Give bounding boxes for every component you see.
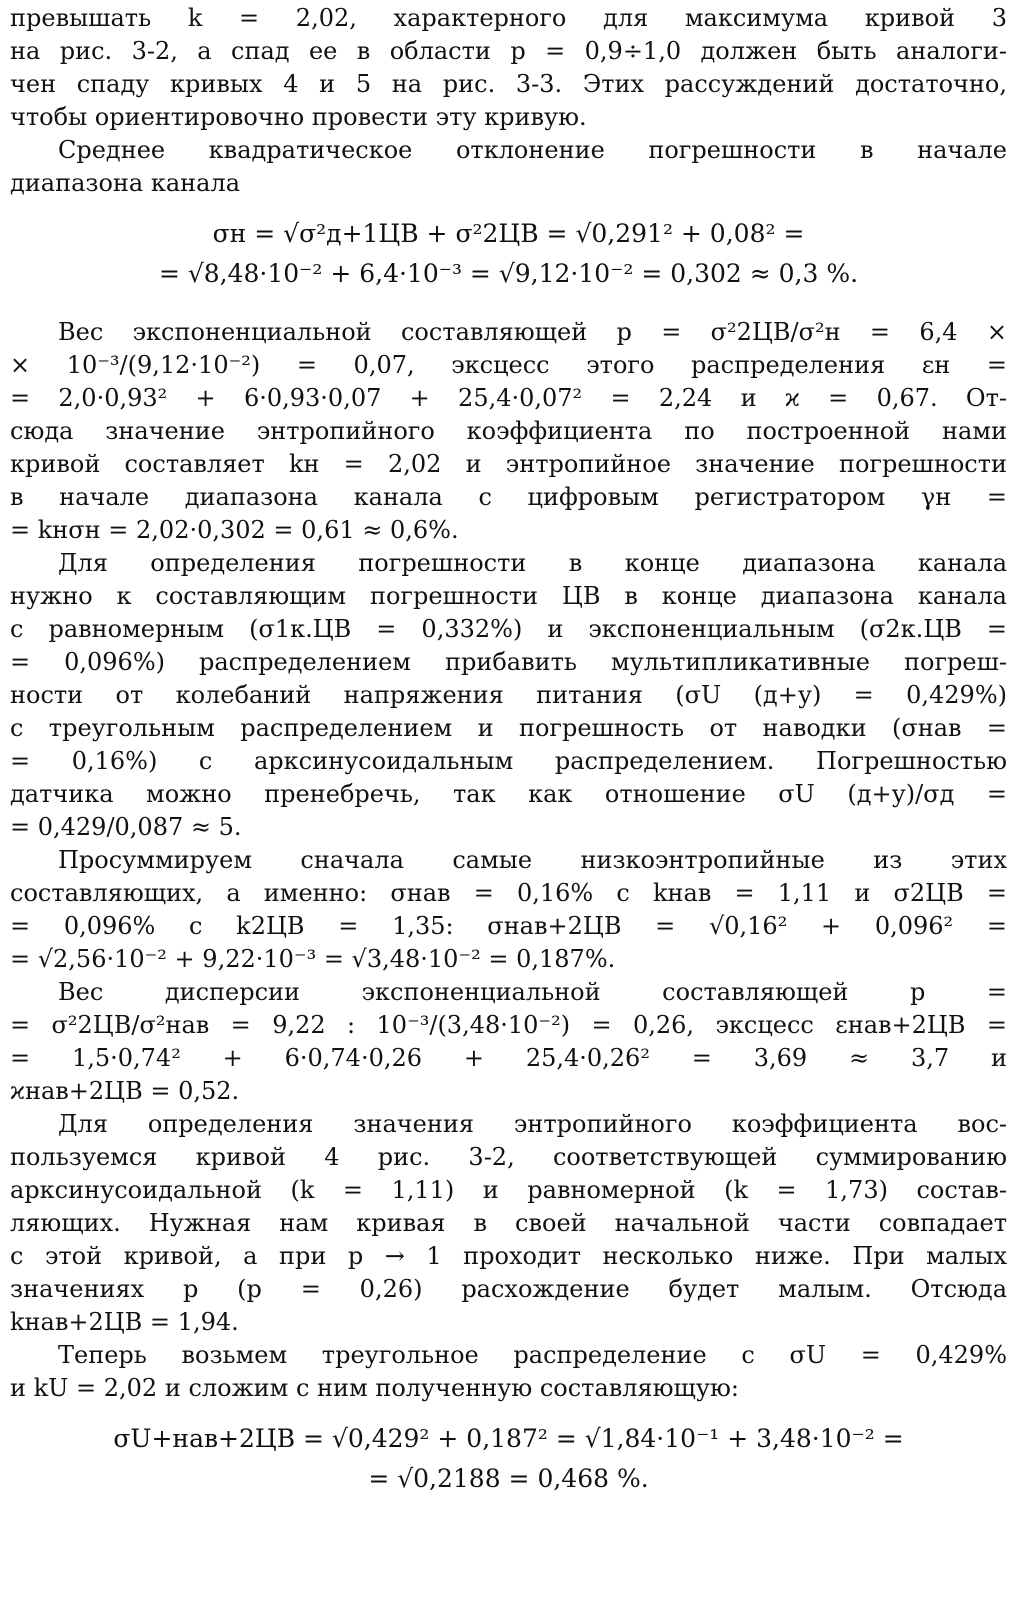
text-line: × 10⁻³/(9,12·10⁻²) = 0,07, эксцесс этого распределения εн = [10,351,1007,379]
text-line: ности от колебаний напряжения питания (σU (д+у) = 0,429%) [10,681,1007,709]
text-line: = √2,56·10⁻² + 9,22·10⁻³ = √3,48·10⁻² = 0,187%. [10,945,616,973]
text-line: с треугольным распределением и погрешность от наводки (σнав = [10,714,1007,742]
text-line: с этой кривой, а при p → 1 проходит несколько ниже. При малых [10,1242,1007,1270]
text-line: Вес дисперсии экспоненциальной составляющей p = [58,978,1007,1006]
text-line: и kU = 2,02 и сложим с ним полученную составляющую: [10,1374,739,1402]
text-line: ляющих. Нужная нам кривая в своей начальной части совпадает [10,1209,1007,1237]
text-line: = kнσн = 2,02·0,302 = 0,61 ≈ 0,6%. [10,516,459,544]
text-line: в начале диапазона канала с цифровым регистратором γн = [10,483,1007,511]
text-line: сюда значение энтропийного коэффициента по построенной нами [10,417,1007,445]
text-line: пользуемся кривой 4 рис. 3-2, соответствующей суммированию [10,1143,1007,1171]
text-line: kнав+2ЦВ = 1,94. [10,1308,239,1336]
formula-sigma-u-result: = √0,2188 = 0,468 %. [368,1464,649,1493]
text-line: диапазона канала [10,169,241,197]
text-line: Теперь возьмем треугольное распределение с σU = 0,429% [58,1341,1007,1369]
text-line: Среднее квадратическое отклонение погрешности в начале [58,136,1007,164]
text-line: чтобы ориентировочно провести эту кривую. [10,103,587,131]
text-line: = 0,429/0,087 ≈ 5. [10,813,242,841]
text-line: = 2,0·0,93² + 6·0,93·0,07 + 25,4·0,07² = 2,24 и ϰ = 0,67. От- [10,384,1007,412]
text-line: на рис. 3-2, а спад ее в области p = 0,9÷1,0 должен быть аналоги- [10,37,1007,65]
text-line: = 1,5·0,74² + 6·0,74·0,26 + 25,4·0,26² = 3,69 ≈ 3,7 и [10,1044,1007,1072]
text-line: чен спаду кривых 4 и 5 на рис. 3-3. Этих рассуждений достаточно, [10,70,1007,98]
text-line: ϰнав+2ЦВ = 0,52. [10,1077,240,1105]
text-line: датчика можно пренебречь, так как отношение σU (д+у)/σд = [10,780,1007,808]
text-line: = 0,096%) распределением прибавить мультипликативные погреш- [10,648,1007,676]
text-line: составляющих, а именно: σнав = 0,16% с kнав = 1,11 и σ2ЦВ = [10,879,1007,907]
text-line: = 0,16%) с арксинусоидальным распределением. Погрешностью [10,747,1007,775]
text-line: Для определения значения энтропийного коэффициента вос- [58,1110,1007,1138]
text-line: арксинусоидальной (k = 1,11) и равномерной (k = 1,73) состав- [10,1176,1007,1204]
text-line: Вес экспоненциальной составляющей p = σ²2ЦВ/σ²н = 6,4 × [58,318,1007,346]
text-line: значениях p (p = 0,26) расхождение будет малым. Отсюда [10,1275,1007,1303]
formula-sigma-u-sum: σU+нав+2ЦВ = √0,429² + 0,187² = √1,84·10⁻¹ + 3,48·10⁻² = [113,1424,904,1453]
text-line: с равномерным (σ1к.ЦВ = 0,332%) и экспоненциальным (σ2к.ЦВ = [10,615,1007,643]
text-line: = 0,096% с k2ЦВ = 1,35: σнав+2ЦВ = √0,16² + 0,096² = [10,912,1007,940]
formula-sigma-n: σн = √σ²д+1ЦВ + σ²2ЦВ = √0,291² + 0,08² = [212,219,805,248]
formula-sigma-n-result: = √8,48·10⁻² + 6,4·10⁻³ = √9,12·10⁻² = 0,302 ≈ 0,3 %. [158,259,859,288]
text-line: кривой составляет kн = 2,02 и энтропийное значение погрешности [10,450,1007,478]
text-line: Просуммируем сначала самые низкоэнтропийные из этих [58,846,1007,874]
text-line: = σ²2ЦВ/σ²нав = 9,22 : 10⁻³/(3,48·10⁻²) = 0,26, эксцесс εнав+2ЦВ = [10,1011,1007,1039]
text-line: Для определения погрешности в конце диапазона канала [58,549,1007,577]
text-line: нужно к составляющим погрешности ЦВ в конце диапазона канала [10,582,1007,610]
text-line: превышать k = 2,02, характерного для максимума кривой 3 [10,4,1007,32]
